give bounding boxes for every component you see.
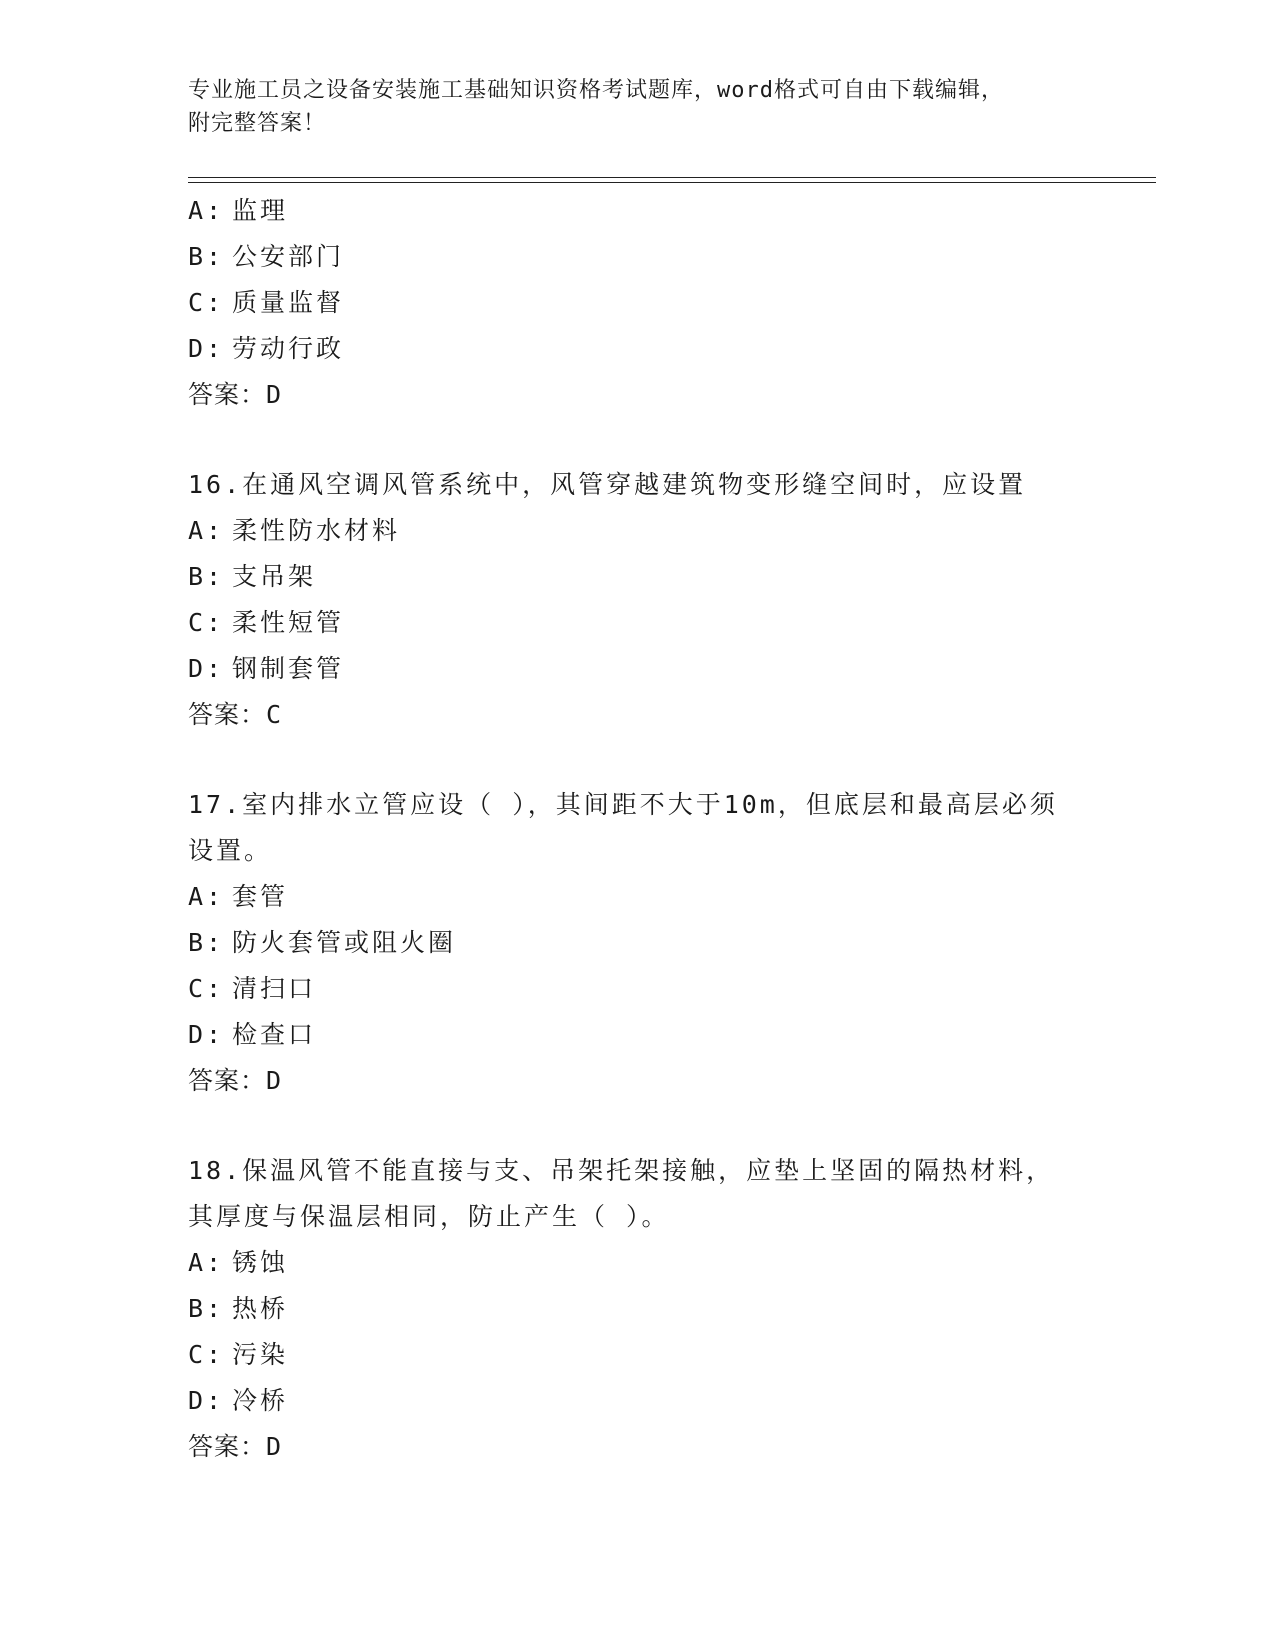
option-text: 清扫口 [232, 974, 317, 1003]
option-c [188, 280, 1108, 326]
header-line-2: 附完整答案！ [188, 111, 327, 136]
question-text: 16.在通风空调风管系统中，风管穿越建筑物变形缝空间时，应设置 [188, 470, 1027, 499]
header-divider-top [188, 177, 1156, 178]
option-text: 防火套管或阻火圈 [232, 928, 457, 957]
header-line-1: 专业施工员之设备安装施工基础知识资格考试题库，word格式可自由下载编辑， [188, 78, 1004, 103]
option-key: A: [188, 882, 225, 911]
answer-label: 答案： [188, 700, 267, 729]
option-c [188, 1332, 1108, 1378]
option-b [188, 920, 1108, 966]
option-key: A: [188, 1248, 225, 1277]
option-text: 套管 [232, 882, 289, 911]
answer-value: D [266, 1432, 283, 1461]
option-b [188, 554, 1108, 600]
answer-value: D [266, 1066, 283, 1095]
option-text: 支吊架 [232, 562, 317, 591]
question-text-continued: 其厚度与保温层相同，防止产生（ ）。 [188, 1202, 670, 1231]
option-key: D: [188, 1020, 225, 1049]
question-block-17 [188, 782, 1108, 1104]
answer-value: C [266, 700, 283, 729]
option-text: 柔性防水材料 [232, 516, 401, 545]
answer-line [188, 1424, 1108, 1470]
option-text: 劳动行政 [232, 334, 345, 363]
option-text: 冷桥 [232, 1386, 289, 1415]
option-key: C: [188, 288, 225, 317]
option-text: 监理 [232, 196, 289, 225]
question-list [188, 188, 1108, 1470]
question-block-18 [188, 1148, 1108, 1470]
option-key: C: [188, 974, 225, 1003]
option-key: B: [188, 928, 225, 957]
option-key: B: [188, 1294, 225, 1323]
option-b [188, 1286, 1108, 1332]
question-text-continued: 设置。 [188, 836, 273, 865]
option-d [188, 646, 1108, 692]
answer-label: 答案： [188, 1066, 267, 1095]
option-a [188, 508, 1108, 554]
option-text: 柔性短管 [232, 608, 345, 637]
option-c [188, 966, 1108, 1012]
option-key: D: [188, 334, 225, 363]
option-text: 锈蚀 [232, 1248, 289, 1277]
option-a [188, 874, 1108, 920]
option-key: C: [188, 1340, 225, 1369]
option-key: B: [188, 242, 225, 271]
answer-line [188, 692, 1108, 738]
option-key: D: [188, 1386, 225, 1415]
option-text: 检查口 [232, 1020, 317, 1049]
question-block-15 [188, 188, 1108, 418]
option-d [188, 326, 1108, 372]
option-d [188, 1012, 1108, 1058]
option-key: A: [188, 196, 225, 225]
answer-value: D [266, 380, 283, 409]
option-text: 质量监督 [232, 288, 345, 317]
option-text: 公安部门 [232, 242, 345, 271]
option-a [188, 1240, 1108, 1286]
answer-label: 答案： [188, 1432, 267, 1461]
option-key: D: [188, 654, 225, 683]
answer-label: 答案： [188, 380, 267, 409]
option-a [188, 188, 1108, 234]
answer-line [188, 372, 1108, 418]
option-text: 钢制套管 [232, 654, 345, 683]
option-key: A: [188, 516, 225, 545]
answer-line [188, 1058, 1108, 1104]
option-key: C: [188, 608, 225, 637]
option-text: 污染 [232, 1340, 289, 1369]
option-b [188, 234, 1108, 280]
question-block-16 [188, 462, 1108, 738]
option-key: B: [188, 562, 225, 591]
header-divider-bottom [188, 182, 1156, 183]
document-header [188, 74, 1088, 140]
question-text: 17.室内排水立管应设（ ），其间距不大于10m，但底层和最高层必须 [188, 790, 1058, 819]
question-text: 18.保温风管不能直接与支、吊架托架接触，应垫上坚固的隔热材料， [188, 1156, 1055, 1185]
option-d [188, 1378, 1108, 1424]
option-c [188, 600, 1108, 646]
option-text: 热桥 [232, 1294, 289, 1323]
